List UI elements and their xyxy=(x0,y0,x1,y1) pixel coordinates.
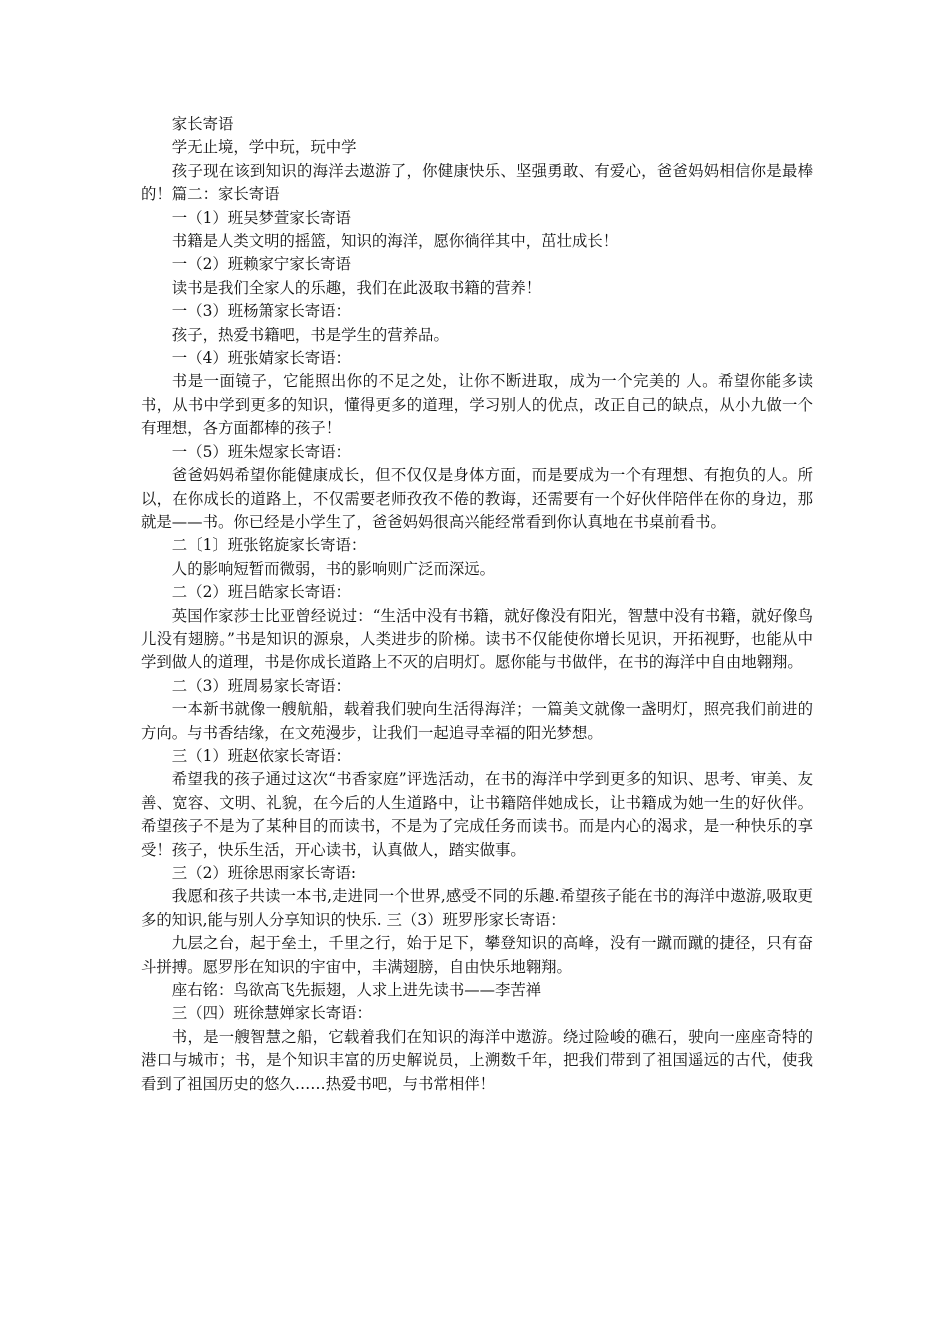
section-heading: 二（3）班周易家长寄语： xyxy=(171,676,351,695)
section-heading: 二〔1〕班张铭旋家长寄语： xyxy=(171,536,367,555)
paragraph: 一本新书就像一艘航船，载着我们驶向生活得海洋；一篇美文就像一盏明灯，照亮我们前进的 方向。与书香结缘，在文苑漫步，让我们一起追寻幸福的阳光梦想。 xyxy=(141,700,813,742)
section-heading: 三（1）班赵依家长寄语： xyxy=(171,746,351,765)
section-heading: 三（2）班徐思雨家长寄语: xyxy=(171,864,357,882)
paragraph: 爸爸妈妈希望你能健康成长，但不仅仅是身体方面，而是要成为一个有理想、有抱负的人。所以，在你成长的道路上，不仅需要老师孜孜不倦的教诲，还需要有一个好伙伴陪伴在你的身边，那就是——书。你已经是小学生了，爸爸妈妈很高兴能经常看到你认真地在书桌前看书。 xyxy=(141,466,813,531)
section-heading: 二（2）班吕皓家长寄语： xyxy=(171,583,351,602)
section-heading: 一（3）班杨箫家长寄语： xyxy=(171,302,351,321)
section-heading: 一（5）班朱煜家长寄语： xyxy=(171,442,351,461)
doc-title: 家长寄语 xyxy=(171,115,234,133)
paragraph: 人的影响短暂而微弱，书的影响则广泛而深远。 xyxy=(171,559,496,578)
paragraph: 希望我的孩子通过这次“书香家庭”评选活动，在书的海洋中学到更多的知识、思考、审美、友善、宽容、文明、礼貌，在今后的人生道路中，让书籍陪伴她成长，让书籍成为她一生的好伙伴。希望孩子不是为了某种目的而读书，不是为了完成任务而读书。而是内心的渴求，是一种快乐的享受！孩子，快乐生活，开心读书，认真做人，踏实做事。 xyxy=(141,770,813,859)
section-heading: 一（1）班吴梦萱家长寄语 xyxy=(171,208,351,227)
paragraph: 九层之台，起于垒土，千里之行，始于足下，攀登知识的高峰，没有一蹴而蹴的捷径，只有奋斗拼搏。愿罗彤在知识的宇宙中，丰满翅膀，自由快乐地翱翔。 xyxy=(141,934,813,976)
section-heading: 三（四）班徐慧婵家长寄语： xyxy=(171,1004,372,1023)
section-heading: 一（2）班赖家宁家长寄语 xyxy=(171,255,351,274)
paragraph: 英国作家莎士比亚曾经说过：“生活中没有书籍，就好像没有阳光，智慧中没有书籍，就好像鸟儿没有翅膀。”书是知识的源泉，人类进步的阶梯。读书不仅能使你增长见识，开拓视野，也能从中学到做人的道理，书是你成长道路上不灭的启明灯。愿你能与书做伴，在书的海洋中自由地翱翔。 xyxy=(141,606,813,672)
document-page xyxy=(141,113,813,1096)
motto-line: 座右铭：鸟欲高飞先振翅，人求上进先读书——李苦禅 xyxy=(171,981,542,1000)
paragraph: 孩子，热爱书籍吧，书是学生的营养品。 xyxy=(171,325,449,344)
paragraph: 我愿和孩子共读一本书,走进同一个世界,感受不同的乐趣.希望孩子能在书的海洋中遨游,吸取更多的知识,能与别人分享知识的快乐. 三（3）班罗彤家长寄语： xyxy=(141,887,813,929)
section-heading: 一（4）班张婧家长寄语： xyxy=(171,349,351,368)
paragraph: 书是一面镜子，它能照出你的不足之处，让你不断进取，成为一个完美的 人。希望你能多读书，从书中学到更多的知识，懂得更多的道理，学习别人的优点，改正自己的缺点，从小九做一个有理想，各方面都棒的孩子！ xyxy=(141,372,813,438)
paragraph: 孩子现在该到知识的海洋去遨游了，你健康快乐、坚强勇敢、有爱心，爸爸妈妈相信你是最棒的！篇二：家长寄语 xyxy=(141,161,813,204)
motto-line: 学无止境，学中玩，玩中学 xyxy=(171,138,357,157)
paragraph: 读书是我们全家人的乐趣，我们在此汲取书籍的营养！ xyxy=(171,278,542,297)
paragraph: 书籍是人类文明的摇篮，知识的海洋，愿你徜徉其中，茁壮成长！ xyxy=(171,232,619,251)
paragraph: 书，是一艘智慧之船，它载着我们在知识的海洋中遨游。绕过险峻的礁石，驶向一座座奇特的港口与城市；书，是个知识丰富的历史解说员，上溯数千年，把我们带到了祖国遥远的古代，使我看到了祖国历史的悠久……热爱书吧，与书常相伴！ xyxy=(141,1027,813,1093)
